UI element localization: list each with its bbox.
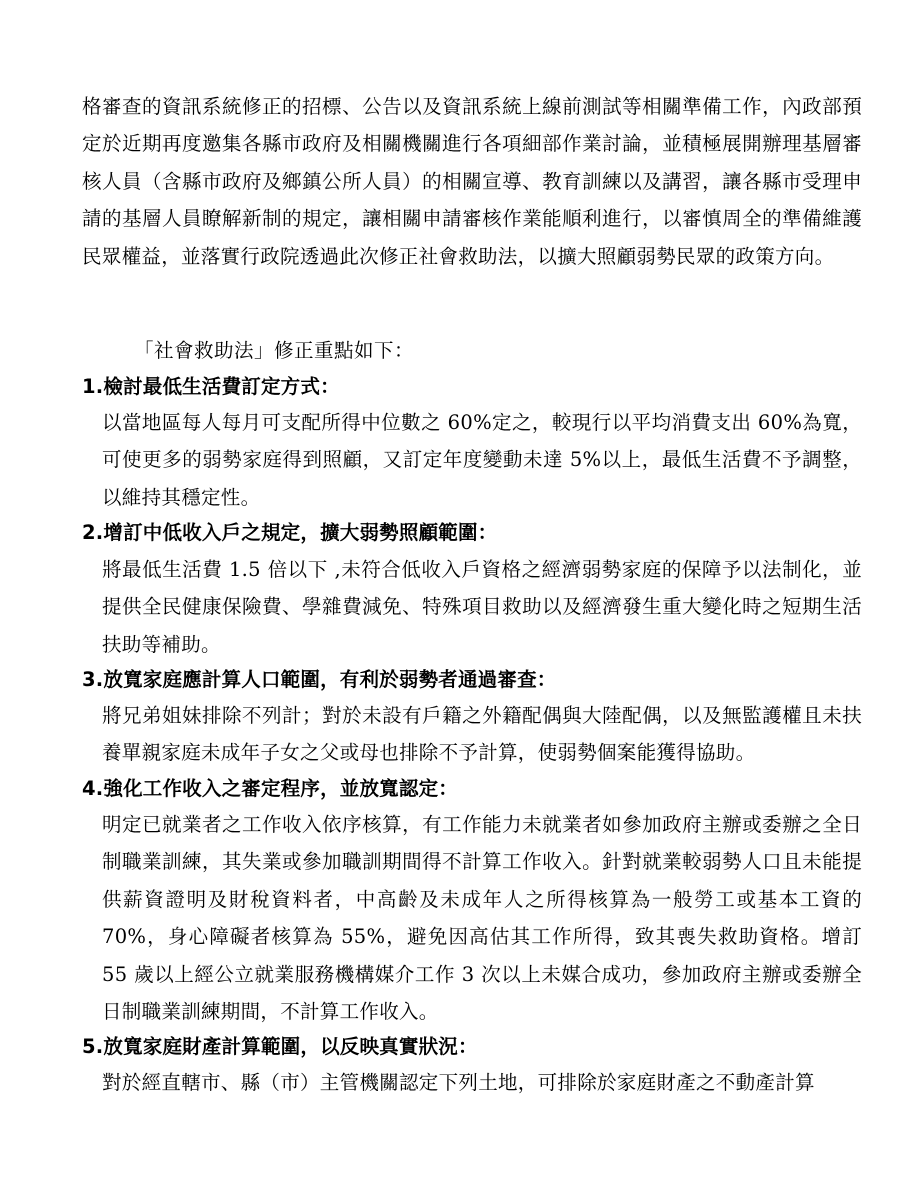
section-2-heading: 2.增訂中低收入戶之規定，擴大弱勢照顧範圍：	[82, 521, 498, 544]
intro-paragraph: 格審查的資訊系統修正的招標、公告以及資訊系統上線前測試等相關準備工作，內政部預定於近期再度邀集各縣市政府及相關機關進行各項細部作業討論，並積極展開辦理基層審核人員（含縣市政府及鄉鎮公所人員）的相關宣導、教育訓練以及講習，讓各縣市受理申請的基層人員瞭解新制的規定，讓相關申請審核作業能順利進行，以審慎周全的準備維護民眾權益，並落實行政院透過此次修正社會救助法，以擴大照顧弱勢民眾的政策方向。	[82, 95, 862, 268]
section-1-heading: 1.檢討最低生活費訂定方式：	[82, 375, 340, 398]
section-5-heading: 5.放寬家庭財產計算範圍，以反映真實狀況：	[82, 1035, 478, 1058]
section-2-body: 將最低生活費 1.5 倍以下 ,未符合低收入戶資格之經濟弱勢家庭的保障予以法制化，並提供全民健康保險費、學雜費減免、特殊項目救助以及經濟發生重大變化時之短期生活扶助等補助。	[102, 558, 862, 656]
section-1-body: 以當地區每人每月可支配所得中位數之 60%定之，較現行以平均消費支出 60%為寬，可使更多的弱勢家庭得到照顧，又訂定年度變動未達 5%以上，最低生活費不予調整，以維持其穩定性。	[102, 411, 862, 509]
section-5-body: 對於經直轄市、縣（市）主管機關認定下列土地，可排除於家庭財產之不動產計算	[102, 1071, 815, 1094]
section-4-body: 明定已就業者之工作收入依序核算，有工作能力未就業者如參加政府主辦或委辦之全日制職業訓練，其失業或參加職訓期間得不計算工作收入。針對就業較弱勢人口且未能提供薪資證明及財稅資料者，中高齡及未成年人之所得核算為一般勞工或基本工資的 70%，身心障礙者核算為 55%，避免因高估其工作所得，致其喪失救助資格。增訂 55 歲以上經公立就業服務機構媒介工作 3 次以上未媒合成功，參加政府主辦或委辦全日制職業訓練期間，不計算工作收入。	[102, 813, 862, 1024]
section-3-body: 將兄弟姐妹排除不列計；對於未設有戶籍之外籍配偶與大陸配偶，以及無監護權且未扶養單親家庭未成年子女之父或母也排除不予計算，使弱勢個案能獲得協助。	[102, 704, 862, 765]
section-4-heading: 4.強化工作收入之審定程序，並放寬認定：	[82, 777, 458, 800]
amendment-lead-line: 「社會救助法」修正重點如下：	[134, 339, 415, 362]
section-3-heading: 3.放寬家庭應計算人口範圍，有利於弱勢者通過審查：	[82, 668, 557, 691]
